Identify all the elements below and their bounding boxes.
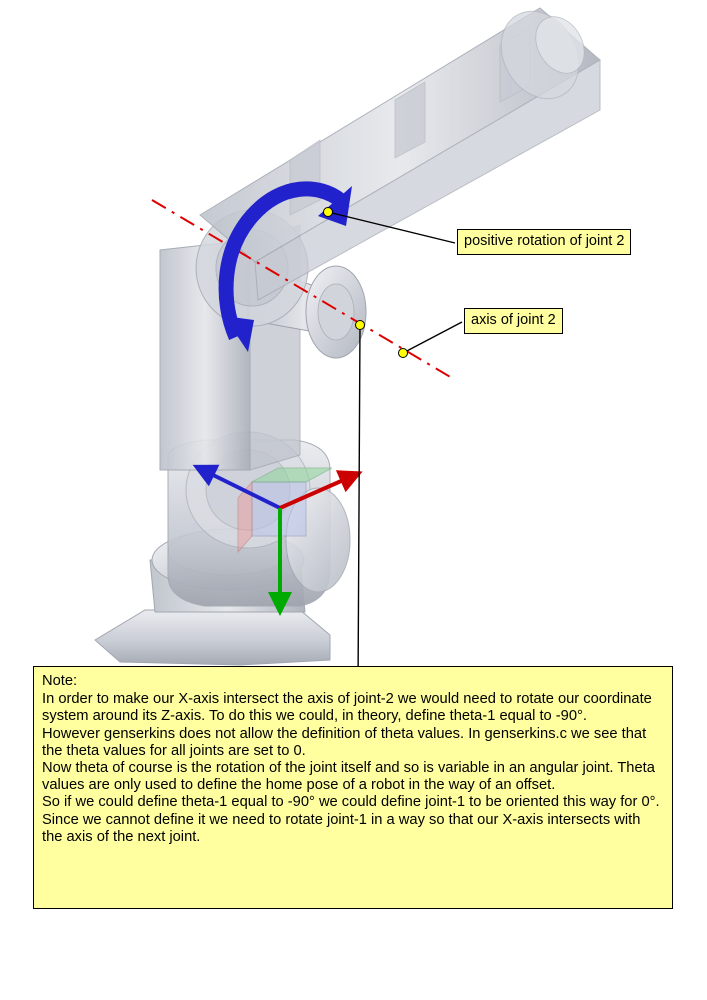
joint2-axis-marker-1 (356, 321, 365, 330)
note-box (33, 666, 673, 909)
callout-axis-of-joint-2: axis of joint 2 (464, 308, 563, 334)
note-paragraph-2: However genserkins does not allow the definition of theta values. In genserkins.c we see that the theta values for all joints are set to 0. (42, 725, 647, 759)
note-heading: Note: (42, 673, 78, 689)
callout-positive-rotation-of-joint-2: positive rotation of joint 2 (457, 229, 631, 255)
note-paragraph-1: In order to make our X-axis intersect the axis of joint-2 we would need to rotate our coordinate system around its Z-axis. To do this we could, in theory, define theta-1 equal to -90°. (42, 691, 652, 725)
note-paragraph-4: So if we could define theta-1 equal to -90° we could define joint-1 to be oriented this way for 0°. Since we cannot define it we need to rotate joint-1 in a way so that our X-axis intersects with the axis of the next joint. (42, 794, 660, 845)
joint2-rotation-marker (324, 208, 333, 217)
link-2-upper-arm (200, 0, 600, 300)
joint2-axis-marker-2 (399, 349, 408, 358)
note-paragraph-3: Now theta of course is the rotation of the joint itself and so is variable in an angular joint. Theta values are only used to define the home pose of a robot in the way of an offset. (42, 759, 655, 794)
